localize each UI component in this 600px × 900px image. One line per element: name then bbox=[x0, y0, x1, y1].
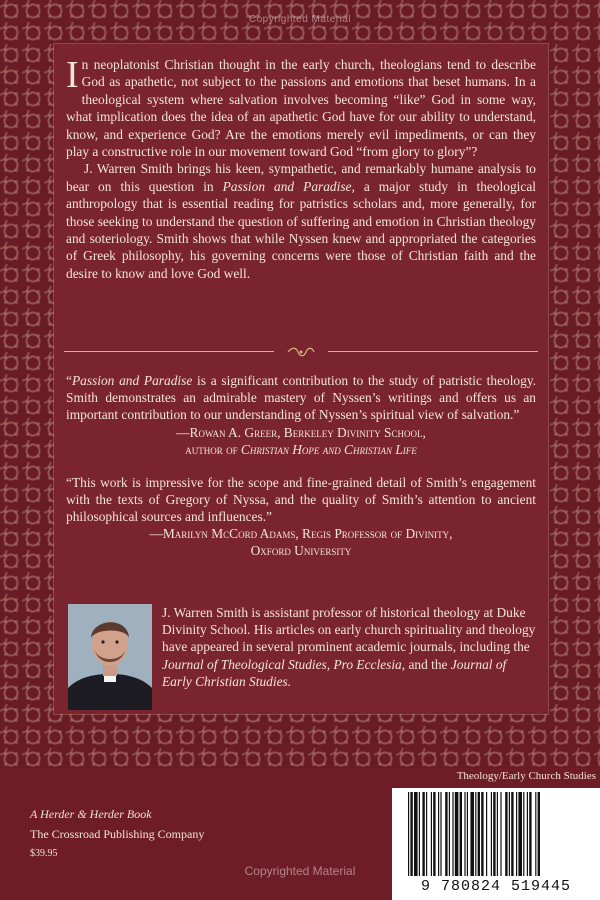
author-name: J. Warren Smith bbox=[162, 605, 249, 620]
journal-names-1: Journal of Theological Studies, Pro Ecclesia, bbox=[162, 656, 406, 672]
author-bio-text-a: is assistant professor of historical theology at Duke Divinity School. His articles on early church spirituality and theology have appeared in several prominent academic journals, including the bbox=[162, 605, 536, 655]
author-photo bbox=[68, 604, 152, 710]
book-description bbox=[66, 56, 536, 282]
endorsement-2-text: “This work is impressive for the scope and fine-grained detail of Smith’s engagement with the texts of Gregory of Nyssa, and the quality of Smith’s attention to ancient philosophical sources and influences.” bbox=[66, 474, 536, 525]
ornamental-divider bbox=[64, 346, 538, 358]
description-paragraph-2 bbox=[66, 160, 536, 282]
barcode-area bbox=[392, 788, 600, 900]
imprint-line: A Herder & Herder Book bbox=[30, 807, 152, 821]
divider-line-right bbox=[328, 351, 538, 352]
journal-names-2: Journal of Early Christian Studies. bbox=[162, 656, 507, 689]
isbn-number: 9 780824 519445 bbox=[420, 878, 572, 895]
description-paragraph-2-text-a: J. Warren Smith brings his keen, sympathetic, and remarkably humane analysis to bear on this question in bbox=[66, 161, 536, 194]
quote-1-body: is a significant contribution to the study of patristic theology. Smith demonstrates an admirable mastery of Nyssen’s writings and offers us an important contribution to our understanding of Nyssen’s spiritual view of salvation.” bbox=[66, 373, 536, 423]
author-prefix: author of bbox=[185, 441, 241, 457]
endorsement-1-author-line-2 bbox=[66, 441, 536, 458]
author-bio-text-b: and the bbox=[405, 656, 451, 672]
watermark-bottom: Copyrighted Material bbox=[244, 864, 356, 878]
book-title-italic: Passion and Paradise, bbox=[222, 178, 355, 194]
publisher-info bbox=[30, 804, 204, 864]
endorsement-2-author bbox=[66, 525, 536, 559]
endorsements bbox=[66, 372, 536, 559]
author-bio-text bbox=[162, 604, 538, 690]
endorsement-2-author-line-1: —Marilyn McCord Adams, Regis Professor of Divinity, bbox=[149, 526, 453, 542]
endorsement-2-author-line-2: Oxford University bbox=[250, 543, 352, 559]
text-panel bbox=[54, 44, 548, 714]
author-portrait-image bbox=[68, 604, 152, 710]
price-label: $39.95 bbox=[30, 848, 58, 859]
quote-open-mark: “ bbox=[66, 373, 72, 388]
drop-cap: I bbox=[66, 54, 79, 96]
publisher-name: The Crossroad Publishing Company bbox=[30, 827, 205, 841]
author-bio bbox=[162, 604, 538, 690]
watermark-top: Copyrighted Material bbox=[248, 14, 352, 25]
divider-line-left bbox=[64, 351, 274, 352]
description-paragraph-1-text: n neoplatonist Christian thought in the early church, theologians tend to describe God as apathetic, not subject to the passions and emotions that beset humans. In a theological system where salvation involves becoming “like” God in some way, what implication does the idea of an apathetic God have for our ability to understand, know, and experience God? Are the emotions merely evil impediments, or can they play a constructive role in our movement toward God “from glory to glory”? bbox=[66, 57, 536, 160]
endorsement-1-text bbox=[66, 372, 536, 424]
author-book-title: Christian Hope and Christian Life bbox=[240, 441, 417, 457]
quote-book-title: Passion and Paradise bbox=[71, 373, 193, 388]
endorsement-1-author bbox=[66, 424, 536, 458]
description-paragraph-1 bbox=[66, 56, 536, 160]
bottom-band bbox=[0, 768, 600, 900]
category-label: Theology/Early Church Studies bbox=[456, 770, 596, 782]
description-paragraph-2-text-b: a major study in theological anthropology that is essential reading for patristics scholars and, more generally, for those seeking to understand the question of suffering and emotion in Christian theology and soteriology. Smith shows that while Nyssen knew and appropriated the categories of Greek philosophy, his governing concerns were those of Christian faith and the desire to know and love God well. bbox=[66, 178, 536, 281]
endorsement-1-author-line-1: —Rowan A. Greer, Berkeley Divinity School, bbox=[176, 424, 426, 440]
divider-ornament-icon bbox=[286, 346, 316, 358]
